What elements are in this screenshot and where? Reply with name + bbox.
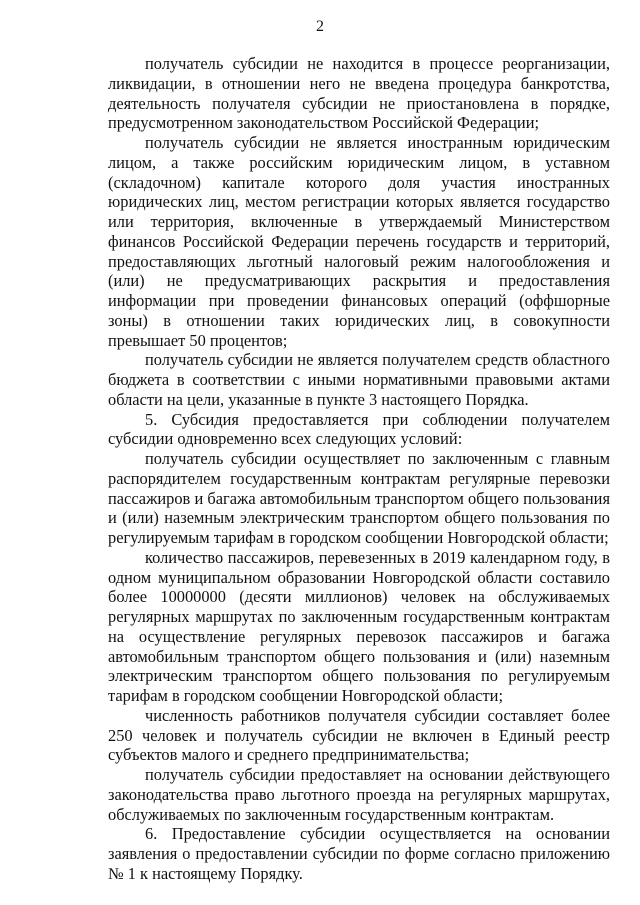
paragraph-employee-count: численность работников получателя субсидии составляет более 250 человек и получатель субсидии не включен в Единый реестр субъектов малого и среднего предпринимательства; (108, 705, 610, 765)
paragraph-clause-5-conditions: 5. Субсидия предоставляется при соблюдении получателем субсидии одновременно всех следующих условий: (108, 409, 610, 449)
paragraph-clause-6-application: 6. Предоставление субсидии осуществляется на основании заявления о предоставлении субсидии по форме согласно приложению № 1 к настоящему Порядку. (108, 824, 610, 883)
paragraph-not-reorganizing: получатель субсидии не находится в процессе реорганизации, ликвидации, в отношении него не введена процедура банкротства, деятельность получателя субсидии не приостановлена в порядке, предусмотренном законодательством Российской Федерации; (108, 54, 610, 133)
page-number: 2 (316, 18, 324, 35)
paragraph-not-foreign-entity: получатель субсидии не является иностранным юридическим лицом, а также российским юридическим лицом, в уставном (складочном) капитале которого доля участия иностранных юридических лиц, местом регистрации которых является государство или территория, включенные в утверждаемый Министерством финансов Российской Федерации перечень государств и территорий, предоставляющих льготный налоговый режим налогообложения и (или) не предусматривающих раскрытия и предоставления информации при проведении финансовых операций (оффшорные зоны) в отношении таких юридических лиц, в совокупности превышает 50 процентов; (108, 133, 610, 350)
paragraph-preferential-travel: получатель субсидии предоставляет на основании действующего законодательства право льготного проезда на регулярных маршрутах, обслуживаемых по заключенным государственным контрактам. (108, 765, 610, 824)
paragraph-not-other-budget-recipient: получатель субсидии не является получателем средств областного бюджета в соответствии с иными нормативными правовыми актами области на цели, указанные в пункте 3 настоящего Порядка. (108, 350, 610, 409)
document-body (108, 54, 610, 884)
paragraph-regular-transport-contracts: получатель субсидии осуществляет по заключенным с главным распорядителем государственным контрактам регулярные перевозки пассажиров и багажа автомобильным транспортом общего пользования и (или) наземным электрическим транспортом общего пользования по регулируемым тарифам в городском сообщении Новгородской области; (108, 449, 610, 547)
paragraph-passenger-count: количество пассажиров, перевезенных в 2019 календарном году, в одном муниципальном образовании Новгородской области составило более 10000000 (десяти миллионов) человек на обслуживаемых регулярных маршрутах по заключенным государственным контрактам на осуществление регулярных перевозок пассажиров и багажа автомобильным транспортом общего пользования и (или) наземным электрическим транспортом общего пользования по регулируемым тарифам в городском сообщении Новгородской области; (108, 547, 610, 705)
